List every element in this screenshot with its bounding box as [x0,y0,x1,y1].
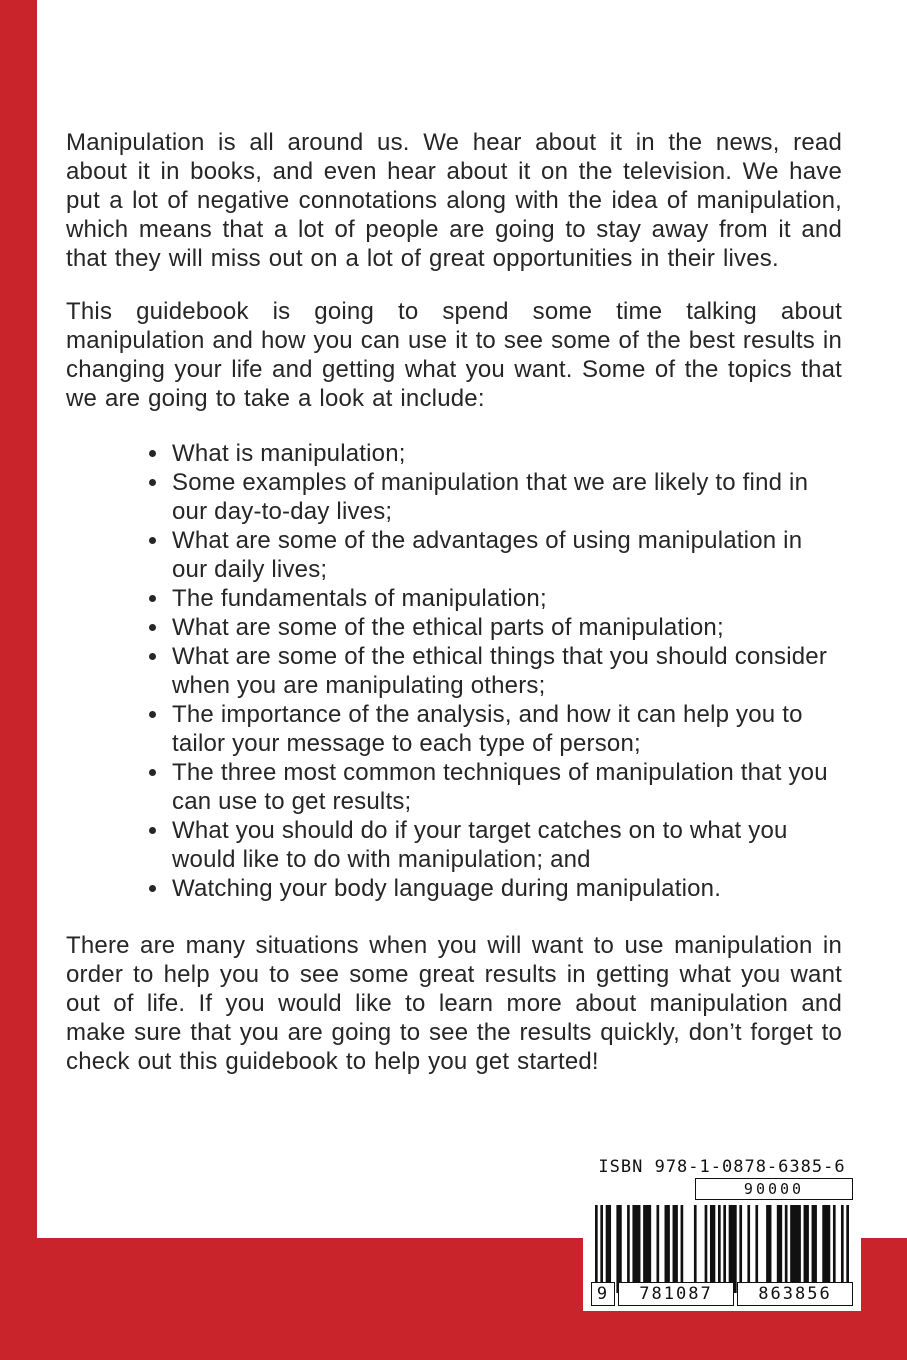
topics-list [66,439,842,903]
topic-item: • Some examples of manipulation that we are likely to find in our day-to-day lives; [170,468,842,526]
price-code-box: 90000 [695,1178,853,1200]
barcode-digits [591,1282,853,1306]
topic-item: • The importance of the analysis, and how it can help you to tailor your message to each type of person; [170,700,842,758]
isbn-label: ISBN 978-1-0878-6385-6 [598,1157,846,1177]
topic-item: • What are some of the ethical parts of manipulation; [170,613,842,642]
barcode-digit-group: 863856 [737,1282,853,1306]
barcode-digit-group: 781087 [618,1282,734,1306]
topic-item: • What are some of the advantages of using manipulation in our daily lives; [170,526,842,584]
topic-item: • The three most common techniques of manipulation that you can use to get results; [170,758,842,816]
topic-item: • What is manipulation; [170,439,842,468]
topic-item: • What are some of the ethical things that you should consider when you are manipulating others; [170,642,842,700]
left-red-stripe [0,0,37,1360]
barcode-panel [583,1153,861,1311]
topic-item: • The fundamentals of manipulation; [170,584,842,613]
paragraph-intro: Manipulation is all around us. We hear about it in the news, read about it in books, and even hear about it on the television. We have put a lot of negative connotations along with the idea of manipulation, which means that a lot of people are going to stay away from it and that they will miss out on a lot of great opportunities in their lives. [66,129,842,272]
barcode-bars-icon [595,1205,849,1293]
paragraph-outro: There are many situations when you will want to use manipulation in order to help you to see some great results in getting what you want out of life. If you would like to learn more about manipulation and make sure that you are going to see the results quickly, don’t forget to check out this guidebook to help you get started! [66,932,842,1075]
barcode-digit-group: 9 [591,1282,615,1306]
topic-item: • What you should do if your target catches on to what you would like to do with manipulation; and [170,816,842,874]
back-cover-text [66,128,842,1076]
topic-item: • Watching your body language during manipulation. [170,874,842,903]
paragraph-topics-lead: This guidebook is going to spend some time talking about manipulation and how you can use it to see some of the best results in changing your life and getting what you want. Some of the topics that we are going to take a look at include: [66,298,842,412]
